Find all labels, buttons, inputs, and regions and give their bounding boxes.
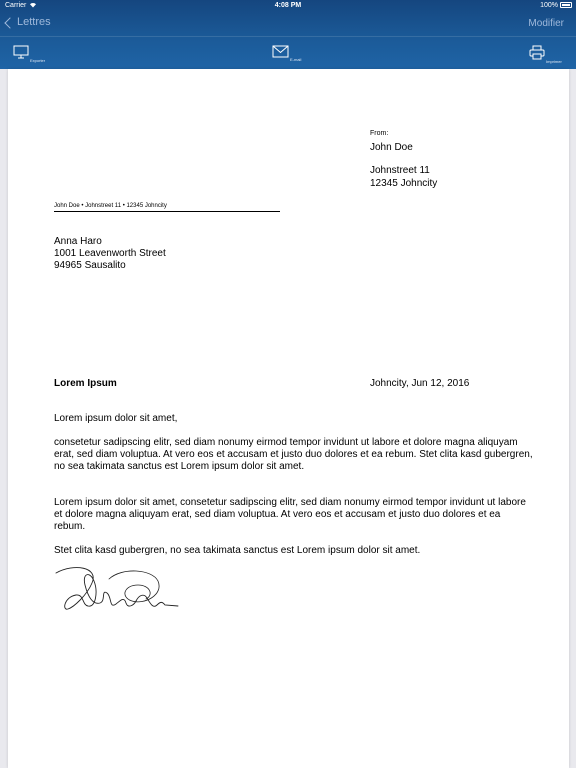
sender-street: Johnstreet 11 (370, 165, 430, 176)
recipient-name: Anna Haro (54, 236, 102, 247)
recipient-block (54, 236, 166, 272)
from-label: From: (370, 130, 389, 137)
sender-block (370, 130, 437, 189)
email-button[interactable] (272, 45, 301, 63)
navigation-bar (0, 13, 576, 35)
battery-icon (560, 2, 572, 8)
recipient-city: 94965 Sausalito (54, 260, 126, 271)
export-label: Exporter (30, 58, 46, 63)
monitor-icon (13, 45, 29, 64)
handwritten-signature (54, 565, 179, 620)
toolbar (0, 36, 576, 69)
status-time: 4:08 PM (274, 2, 302, 9)
sender-name: John Doe (370, 142, 413, 153)
back-button-label: Lettres (17, 16, 51, 28)
recipient-street: 1001 Leavenworth Street (54, 248, 166, 259)
print-label: Imprimer (546, 59, 562, 64)
envelope-icon (272, 45, 289, 63)
print-button[interactable] (529, 45, 562, 65)
top-bar (0, 0, 576, 69)
battery-percentage: 100% (540, 2, 558, 9)
back-button[interactable] (6, 16, 51, 28)
letter-subject: Lorem Ipsum (54, 378, 117, 389)
greeting: Lorem ipsum dolor sit amet, (54, 413, 178, 424)
letter-body (54, 413, 534, 557)
sender-city: 12345 Johncity (370, 178, 438, 189)
printer-icon (529, 45, 545, 65)
carrier-label: Carrier (5, 2, 27, 9)
email-label: E-mail (290, 57, 302, 62)
letter-date: Johncity, Jun 12, 2016 (370, 378, 470, 389)
status-bar (0, 0, 576, 12)
return-address-line: John Doe • Johnstreet 11 • 12345 Johncity (54, 203, 280, 212)
chevron-left-icon (4, 17, 15, 28)
letter-page (8, 69, 569, 768)
paragraph-1: consetetur sadipscing elitr, sed diam nonumy eirmod tempor invidunt ut labore et dolore magna aliquyam erat, sed diam voluptua. At vero eos et accusam et justo duo dolores et ea rebum. Stet clita kasd gubergren, no sea takimata sanctus est Lorem ipsum dolor sit amet. (54, 437, 533, 472)
edit-button[interactable]: Modifier (528, 18, 564, 29)
paragraph-3: Stet clita kasd gubergren, no sea takimata sanctus est Lorem ipsum dolor sit amet. (54, 545, 421, 556)
paragraph-2: Lorem ipsum dolor sit amet, consetetur sadipscing elitr, sed diam nonumy eirmod tempor invidunt ut labore et dolore magna aliquyam erat, sed diam voluptua. At vero eos et accusam et justo duo dolores et ea rebum. (54, 497, 526, 532)
export-button[interactable] (13, 45, 45, 64)
